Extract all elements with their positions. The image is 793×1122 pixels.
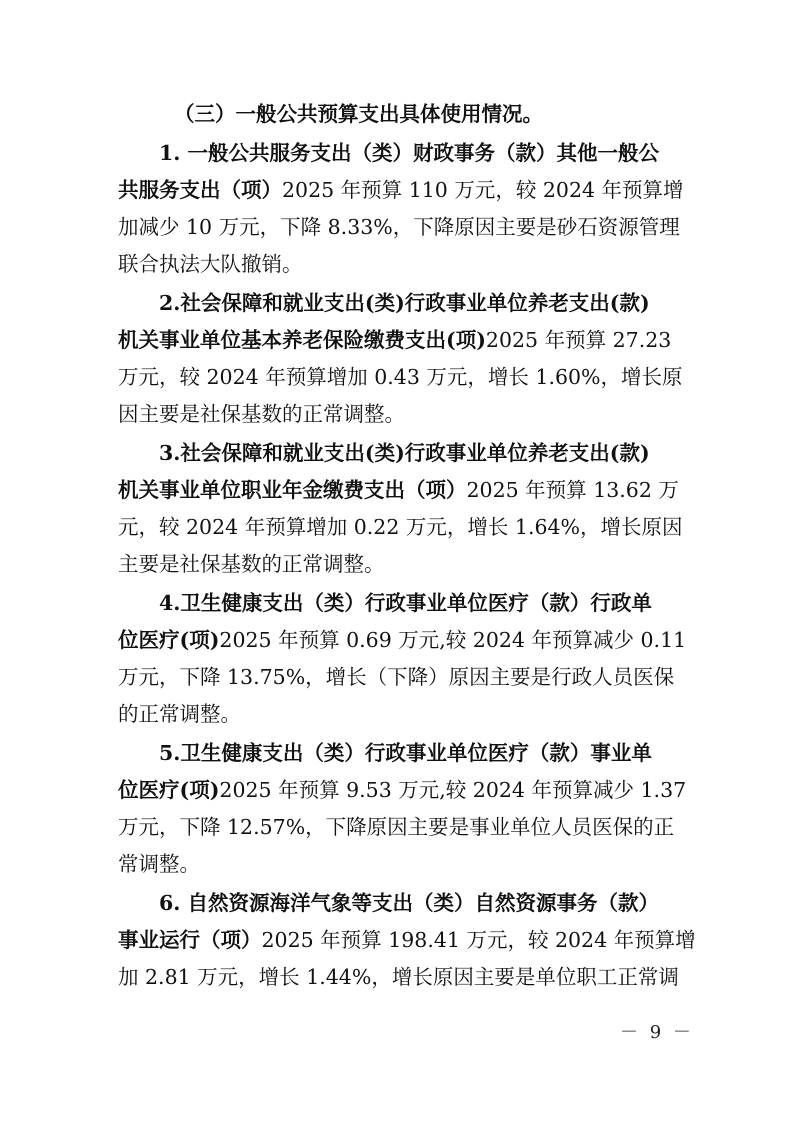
budget-item-paragraph [118,585,687,733]
bold-text: 机关事业单位职业年金缴费支出（项） [118,478,467,502]
paragraph-line [118,846,678,883]
paragraph-line [118,622,687,659]
normal-text: 2025 年预算 198.41 万元，较 2024 年预算增 [261,928,696,952]
budget-item-paragraph [118,735,687,883]
normal-text: 加 2.81 万元，增长 1.44%，增长原因主要是单位职工正常调 [118,965,679,989]
paragraph-line [118,135,678,172]
bold-text: 位医疗(项) [118,628,220,652]
bold-text: 4.卫生健康支出（类）行政事业单位医疗（款）行政单 [159,591,652,615]
budget-item-paragraph [118,285,683,433]
paragraph-line [118,809,678,846]
bold-text: 位医疗(项) [118,778,220,802]
paragraph-line [118,922,696,959]
normal-text: 2025 年预算 110 万元，较 2024 年预算增 [282,178,684,202]
budget-items [118,135,696,996]
normal-text: 联合执法大队撤销。 [118,252,303,276]
normal-text: 的正常调整。 [118,702,241,726]
normal-text: 万元，下降 13.75%，增长（下降）原因主要是行政人员医保 [118,665,675,689]
paragraph-line [118,396,678,433]
paragraph-line [118,209,678,246]
bold-text: 3.社会保障和就业支出(类)行政事业单位养老支出(款) [159,441,650,465]
normal-text: 常调整。 [118,852,200,876]
normal-text: 万元，较 2024 年预算增加 0.43 万元，增长 1.60%，增长原 [118,365,683,389]
paragraph-line [118,172,684,209]
normal-text: 2025 年预算 13.62 万 [466,478,679,502]
normal-text: 2025 年预算 27.23 [485,328,672,352]
paragraph-line [118,546,678,583]
normal-text: 2025 年预算 0.69 万元,较 2024 年预算减少 0.11 [219,628,687,652]
bold-text: 1. 一般公共服务支出（类）财政事务（款）其他一般公 [159,141,660,165]
page-number: － 9 － [620,1022,694,1043]
bold-text: 2.社会保障和就业支出(类)行政事业单位养老支出(款) [159,291,650,315]
bold-text: 机关事业单位基本养老保险缴费支出(项) [118,328,486,352]
paragraph-line [118,585,678,622]
paragraph-line [118,285,678,322]
bold-text: 事业运行（项） [118,928,262,952]
paragraph-line [118,246,678,283]
normal-text: 因主要是社保基数的正常调整。 [118,402,405,426]
document-body [118,96,696,998]
paragraph-line [118,696,678,733]
paragraph-line [118,959,678,996]
normal-text: 2025 年预算 9.53 万元,较 2024 年预算减少 1.37 [219,778,687,802]
normal-text: 主要是社保基数的正常调整。 [118,552,385,576]
paragraph-line [118,359,683,396]
paragraph-line [118,659,678,696]
normal-text: 元，较 2024 年预算增加 0.22 万元，增长 1.64%，增长原因 [118,515,683,539]
paragraph-line [118,435,678,472]
paragraph-line [118,472,678,509]
bold-text: 共服务支出（项） [118,178,282,202]
budget-item-paragraph [118,435,683,583]
section-heading-text: （三）一般公共预算支出具体使用情况。 [174,102,543,126]
paragraph-line [118,735,678,772]
bold-text: 6. 自然资源海洋气象等支出（类）自然资源事务（款） [159,891,660,915]
bold-text: 5.卫生健康支出（类）行政事业单位医疗（款）事业单 [159,741,652,765]
budget-item-paragraph [118,885,696,996]
section-heading [118,96,678,133]
normal-text: 万元，下降 12.57%，下降原因主要是事业单位人员医保的正 [118,815,675,839]
paragraph-line [118,509,683,546]
paragraph-line [118,772,687,809]
paragraph-line [118,322,678,359]
normal-text: 加减少 10 万元，下降 8.33%，下降原因主要是砂石资源管理 [118,215,680,239]
budget-item-paragraph [118,135,684,283]
paragraph-line [118,885,678,922]
